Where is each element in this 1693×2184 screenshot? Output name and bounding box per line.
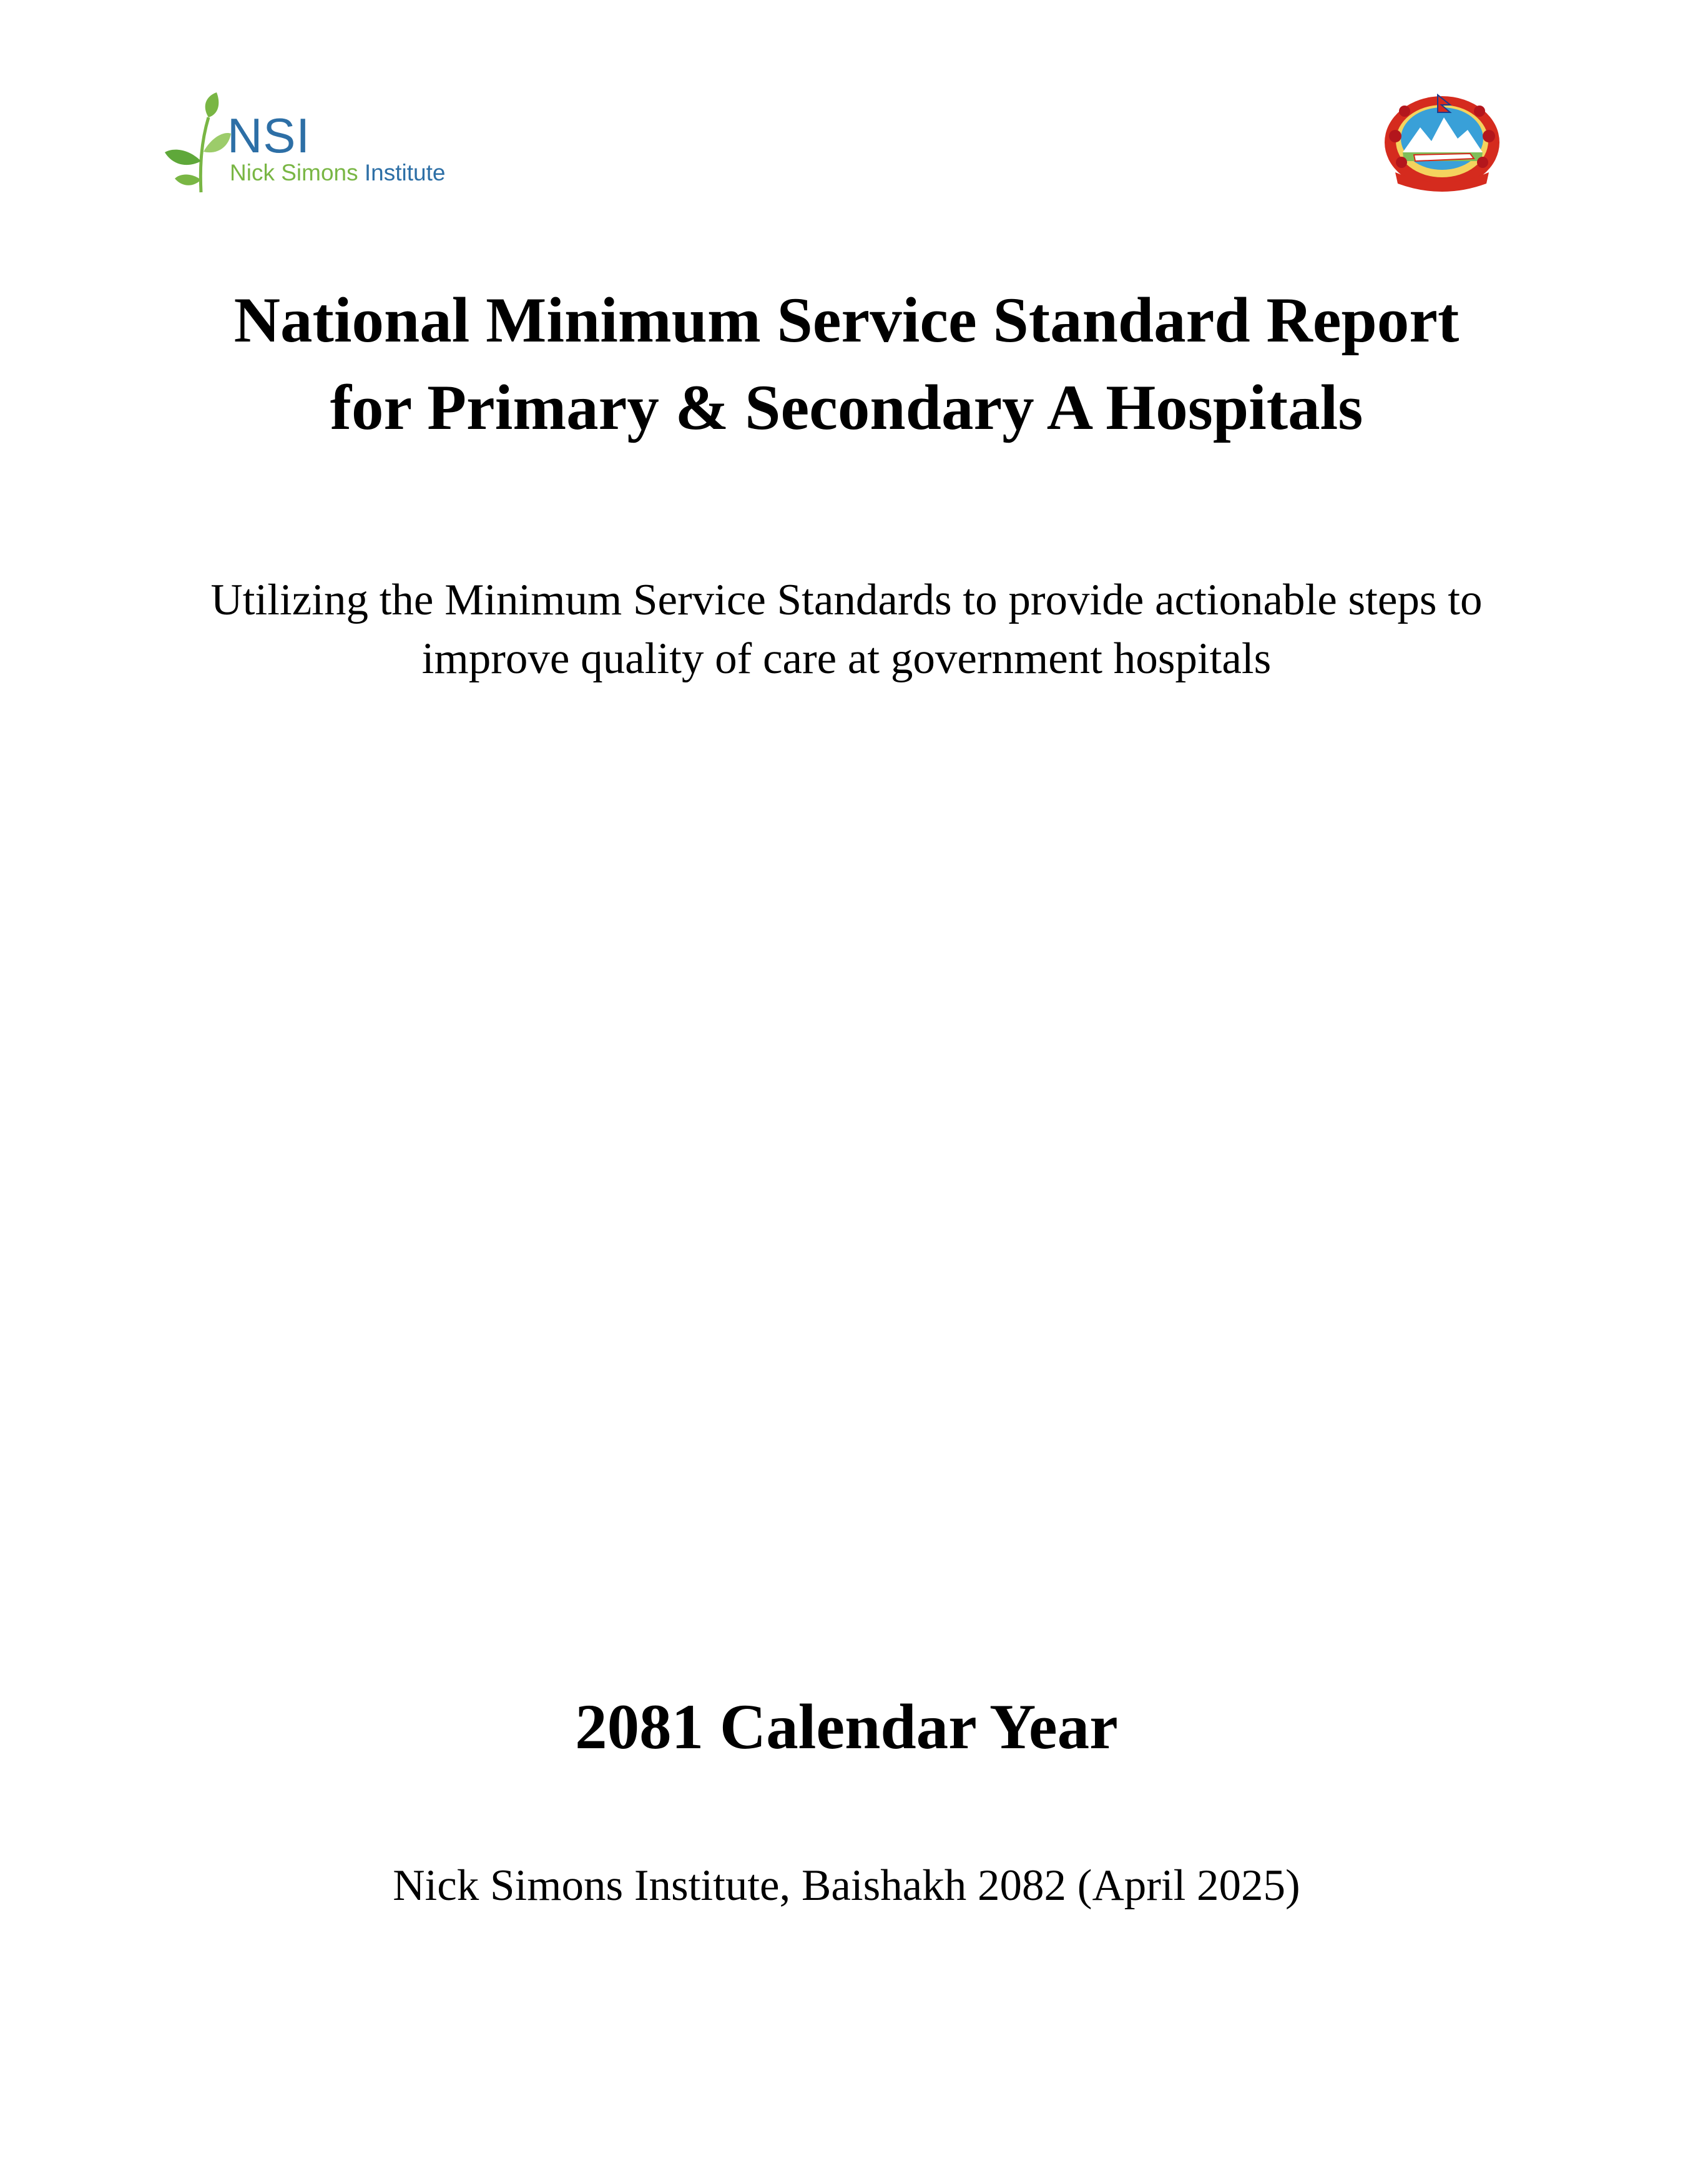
- report-title-line-1: National Minimum Service Standard Report: [233, 285, 1460, 356]
- nepal-government-emblem-icon: [1376, 92, 1508, 192]
- nsi-name-part-2: Institute: [364, 160, 446, 185]
- report-subtitle-line-2: improve quality of care at government hospitals: [421, 634, 1272, 683]
- year-heading: 2081 Calendar Year: [575, 1691, 1118, 1763]
- report-subtitle-line-1: Utilizing the Minimum Service Standards to provide actionable steps to: [210, 576, 1483, 624]
- nsi-abbrev: NSI: [227, 108, 311, 163]
- report-title-line-2: for Primary & Secondary A Hospitals: [330, 372, 1363, 443]
- nsi-name-part-1: Nick Simons: [230, 160, 358, 185]
- nsi-logo: [164, 92, 476, 199]
- publisher-line: Nick Simons Institute, Baishakh 2082 (April 2025): [393, 1861, 1300, 1910]
- leaf-icon: [164, 92, 232, 195]
- nsi-full-name: [230, 161, 445, 184]
